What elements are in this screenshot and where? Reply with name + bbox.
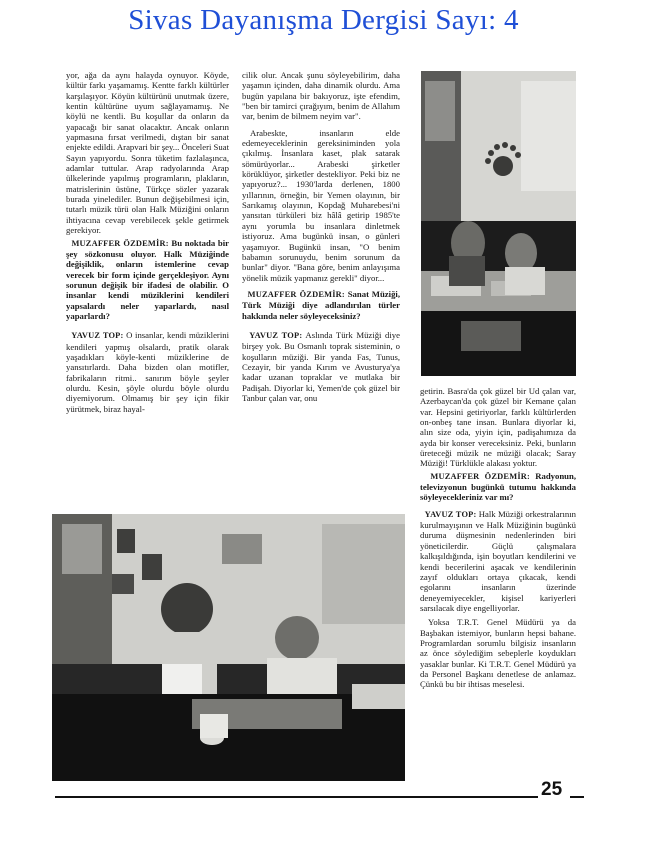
speaker-name: YAVUZ TOP:	[249, 330, 303, 340]
speaker-name: YAVUZ TOP:	[71, 331, 124, 341]
paragraph: cilik olur. Ancak şunu söyleyebilirim, daha yaşamın içinden, daha dinamik olurdu. Ama bugün yapılana bir bakıyoruz, işte efendim, "ben bir tamirci çırağıyım, benim de Allahım var, benim de bilmem neyim var".	[242, 70, 400, 122]
footer-rule	[55, 796, 538, 798]
question-paragraph	[420, 471, 576, 503]
speaker-name: YAVUZ TOP:	[424, 509, 477, 519]
question-text: Bu noktada bir şey sözkonusu oluyor. Halk Müziğinde değişiklik, onların istemlerine cevap verecek bir form içinde gerçekleşiyor. Aynı sorunun değişik bir ifadesi de olabilir. O insanlar kendi müziklerini kendileri yapsalardı neler yaparlardı, nasıl yaparlardı?	[66, 237, 229, 321]
answer-paragraph	[420, 509, 576, 613]
footer-rule-right	[570, 796, 584, 798]
paragraph: yor, ağa da aynı halayda oynuyor. Köyde, kültür farkı yaşamamış. Kentte farklı kültürler karşılaşıyor. Köyün kültürünü unutmak üzere, kentin kültürüne uyum sağlayamamış. Ne köylü ne kentli. Bu koşullar da onların da yapacağı bir sanat olacaktır. Ancak onların yapmasına fırsat verilmedi, dıştan bir sanat enjekte edildi. Arapvari bir şey... Önceleri Suat Sayın yapıyordu. Sonra tüketim fazlalaşınca, adamlar tuttular. Arap radyolarında Arap ülkelerinde yapılmış programların, plakların, matrislerinin üstüne, Türkçe sözler yazarak burada yinelediler. Bunun değişebilmesi için, tutarlı müzik türü olan Halk Müziğini onların ihtiyacına cevap verebilecek şekle getirmek gerekiyor.	[66, 70, 229, 236]
paragraph: Yoksa T.R.T. Genel Müdürü ya da Başbakan istemiyor, bunların hepsi bahane. Programlardan sorumlu bilgisiz insanların az önce söylediğim sebeplerle koydukları yasaklar bunlar. Ki T.R.T. Genel Müdürü ya da Personel Başkanı denetlese de anlamaz. Çünkü bu bir ihtisas meselesi.	[420, 617, 576, 690]
paragraph: getirin. Basra'da çok güzel bir Ud çalan var, Azerbaycan'da çok güzel bir Kemane çalan var. Hepsini getiriyorlar, farklı kültürlerden on-onbeş tane insan. Bunlara diyorlar ki, alın size oda, yiyin için, padişahımıza da ayda bir konser vereceksiniz. Peki, bunların üreteceği müzik ne müziği olacak; Saray Müziği! Türklükle alakası yoktur.	[420, 386, 576, 469]
answer-paragraph	[66, 330, 229, 414]
page-header-title: Sivas Dayanışma Dergisi Sayı: 4	[128, 4, 519, 36]
question-paragraph	[242, 289, 400, 321]
speaker-name: MUZAFFER ÖZDEMİR:	[71, 238, 169, 248]
answer-text: O insanlar, kendi müziklerini kendileri yapmış olsalardı, pratik olarak yaşadıkları köyle-kenti müziklerine de yansıtırlardı. Daha bizden olan motifler, fabrikaların ritmi.. sanırım böyle şeyler olurdu. Kesin, şöyle olurdu böyle olurdu diyemiyorum. Olmamış bir şey için fikir yürütmek, biraz hayal-	[66, 330, 229, 414]
answer-text: Halk Müziği orkestralarının kurulmayışının ve Halk Müziğinin bugünkü duruma düşmesinin nedenlerinden biri yöneticilerdir. Güçlü çalışmalara kalkışıldığında, işin boyutları kendilerini ve kendi becerilerini aşacak ve kendilerinin zayıf oldukları ortaya çıkacak, kendi egolarını insanların üzerinde deneyemiyecekler, kişisel kariyerleri sarsılacak diye engelliyorlar.	[420, 508, 577, 613]
interview-photo-bottom	[52, 514, 405, 781]
answer-paragraph	[242, 330, 400, 403]
text-column-1	[66, 70, 229, 414]
paragraph: Arabeskte, insanların elde edemeyeceklerinin gereksiniminden yola çıkılmış. İnsanlara kaset, plak satarak sömürüyorlar... Arabeski şirketler körüklüyor, şirketler destekliyor. Peki biz ne yapıyoruz?... 1930'larda derlenen, 1800 yıllarının, örneğin, bir Yemen olayının, bir Sarıkamış olayının, Kopdağ Muharebesi'ni yansıtan türküleri biz hâlâ getirip 1985'te aynı yorumla bu insanlara dinletmek istiyoruz. Ama bugünkü insan, o günleri yaşamıyor. Bugünkü insan, "O benim babamın sorunuydu, benim sorunum da bunlar" diyor. "Bana göre, benim anlayışıma yönelik müzik yapmanız gerekli" diyor...	[242, 127, 400, 283]
interview-photo-top	[421, 71, 576, 376]
answer-text: Aslında Türk Müziği diye birşey yok. Bu Osmanlı toprak sisteminin, o koşulların müziği. Bir yanda Fas, Tunus, Cezayir, bir yanda Kırım ve Avusturya'ya kadar uzanan topraklar ve mutlaka bir Padişah. Diyorlar ki, Yemen'de çok güzel bir Tanbur çalan var, onu	[242, 329, 401, 403]
speaker-name: MUZAFFER ÖZDEMİR:	[247, 289, 345, 299]
question-paragraph	[66, 238, 229, 322]
question-text: Sanat Müziği, Türk Müziği diye adlandırılan türler hakkında neler söyleyeceksiniz?	[242, 288, 400, 321]
question-text: Radyonun, televizyonun bugünkü tutumu hakkında söyleyecekleriniz var mı?	[420, 470, 577, 503]
speaker-name: MUZAFFER ÖZDEMİR:	[430, 471, 531, 481]
text-column-3	[420, 386, 576, 690]
text-column-2	[242, 70, 400, 403]
page-number: 25	[541, 779, 563, 800]
